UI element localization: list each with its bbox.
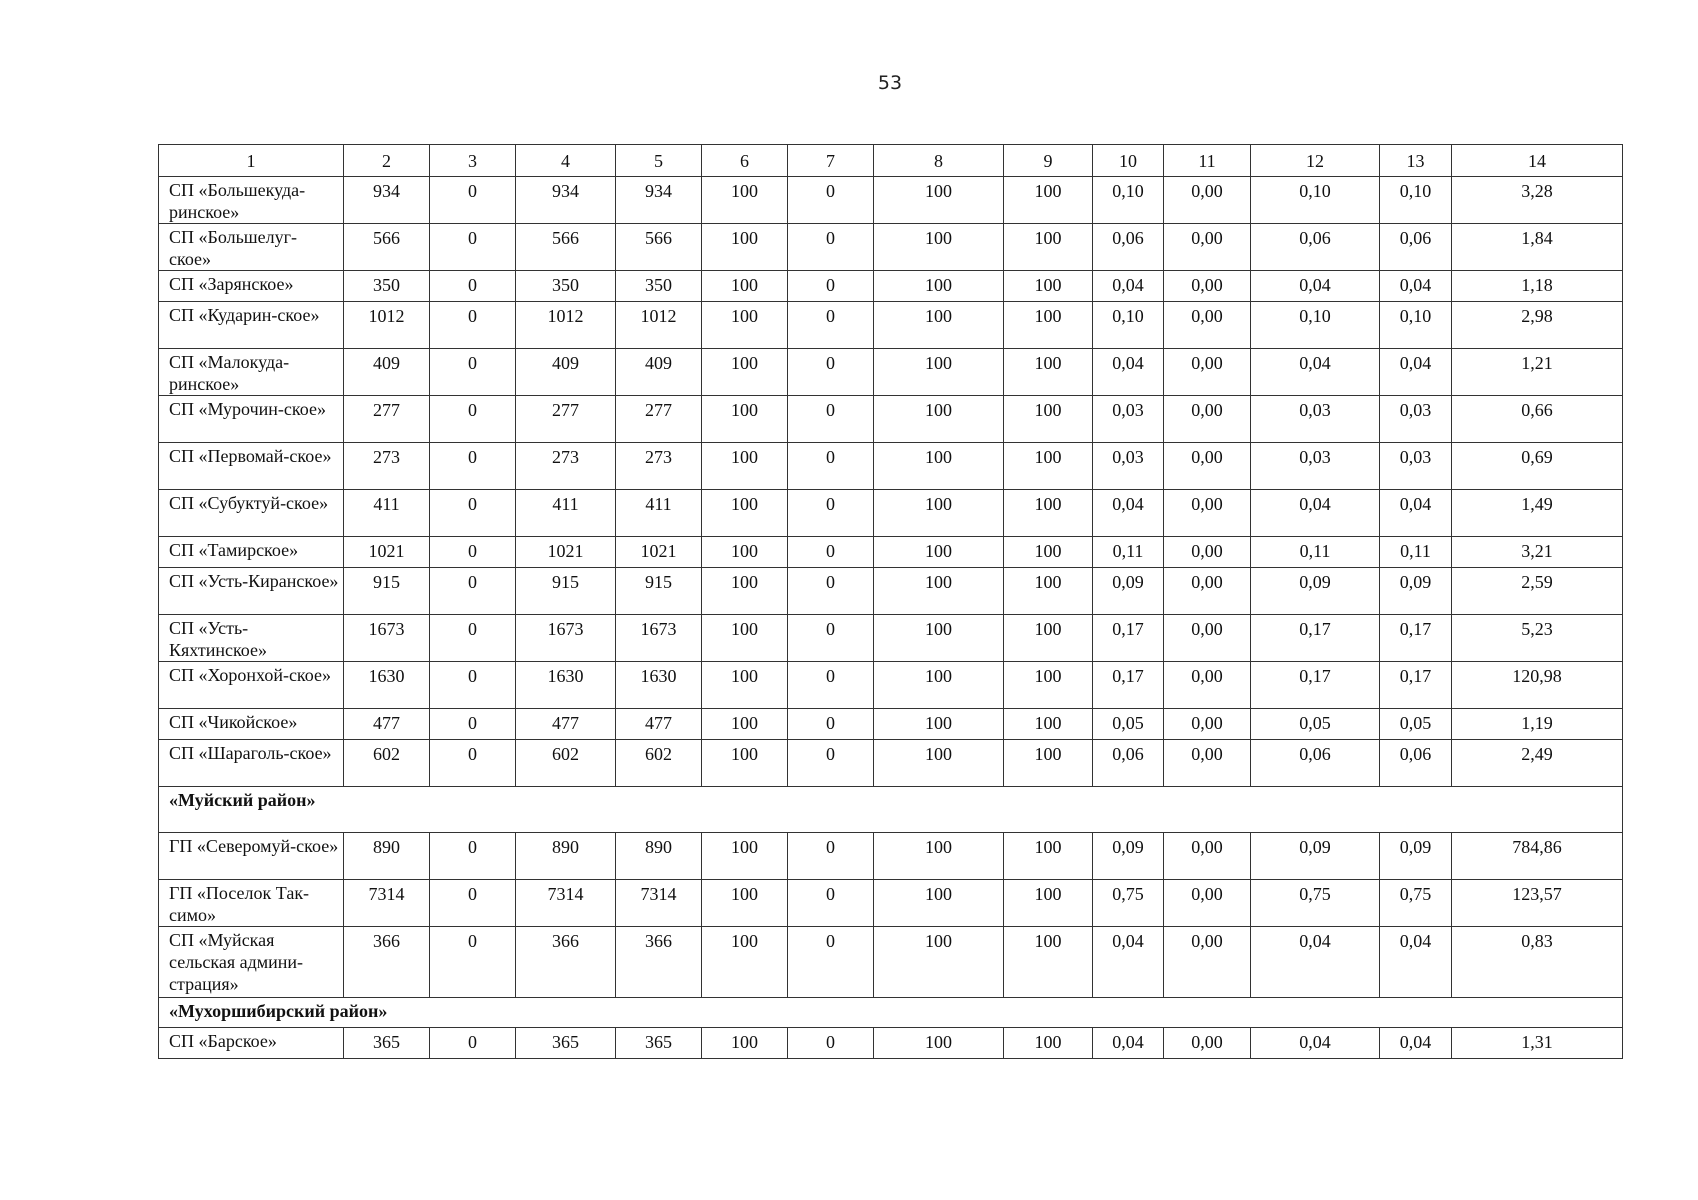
settlement-name-cell: СП «Большекуда-ринское» [159,177,344,224]
value-cell: 365 [616,1028,702,1059]
column-header: 10 [1093,145,1164,177]
value-cell: 0 [430,271,516,302]
value-cell: 0,04 [1093,490,1164,537]
column-header: 14 [1452,145,1623,177]
value-cell: 0,04 [1251,271,1380,302]
value-cell: 0,69 [1452,443,1623,490]
section-row [159,998,1623,1028]
value-cell: 0,05 [1093,709,1164,740]
value-cell: 566 [516,224,616,271]
value-cell: 123,57 [1452,880,1623,927]
value-cell: 100 [1004,443,1093,490]
column-header: 11 [1164,145,1251,177]
value-cell: 0,04 [1251,349,1380,396]
value-cell: 100 [1004,662,1093,709]
value-cell: 0 [430,927,516,998]
settlement-name-cell: ГП «Поселок Так-симо» [159,880,344,927]
value-cell: 0 [788,490,874,537]
value-cell: 1,84 [1452,224,1623,271]
table-row [159,537,1623,568]
value-cell: 100 [874,709,1004,740]
value-cell: 120,98 [1452,662,1623,709]
value-cell: 1,31 [1452,1028,1623,1059]
value-cell: 100 [702,1028,788,1059]
value-cell: 0 [788,302,874,349]
value-cell: 0,09 [1380,568,1452,615]
value-cell: 3,28 [1452,177,1623,224]
value-cell: 100 [1004,177,1093,224]
value-cell: 1012 [516,302,616,349]
value-cell: 100 [874,271,1004,302]
settlement-name-cell: СП «Барское» [159,1028,344,1059]
value-cell: 100 [874,615,1004,662]
value-cell: 0,04 [1093,349,1164,396]
value-cell: 277 [344,396,430,443]
settlement-name-cell: СП «Первомай-ское» [159,443,344,490]
value-cell: 0 [788,615,874,662]
value-cell: 890 [616,833,702,880]
settlement-name-cell: СП «Большелуг-ское» [159,224,344,271]
value-cell: 0,09 [1251,568,1380,615]
value-cell: 100 [874,880,1004,927]
value-cell: 0,04 [1251,1028,1380,1059]
value-cell: 0,03 [1251,443,1380,490]
value-cell: 100 [874,568,1004,615]
value-cell: 477 [616,709,702,740]
value-cell: 0,00 [1164,1028,1251,1059]
value-cell: 100 [1004,1028,1093,1059]
value-cell: 0 [430,1028,516,1059]
value-cell: 100 [874,177,1004,224]
value-cell: 100 [702,833,788,880]
settlement-name-cell: СП «Кударин-ское» [159,302,344,349]
value-cell: 100 [874,1028,1004,1059]
value-cell: 915 [344,568,430,615]
value-cell: 0,06 [1251,224,1380,271]
column-header: 8 [874,145,1004,177]
value-cell: 0 [430,833,516,880]
value-cell: 100 [1004,740,1093,787]
value-cell: 0,03 [1093,396,1164,443]
page-number: 53 [877,72,903,94]
value-cell: 0 [788,537,874,568]
value-cell: 100 [1004,349,1093,396]
value-cell: 0,00 [1164,927,1251,998]
value-cell: 0,00 [1164,568,1251,615]
settlement-name-cell: СП «Чикойское» [159,709,344,740]
column-header: 1 [159,145,344,177]
value-cell: 2,59 [1452,568,1623,615]
value-cell: 0,04 [1380,349,1452,396]
value-cell: 0,04 [1380,1028,1452,1059]
value-cell: 100 [874,927,1004,998]
value-cell: 100 [1004,927,1093,998]
value-cell: 0 [788,349,874,396]
value-cell: 0 [430,224,516,271]
value-cell: 100 [702,271,788,302]
value-cell: 0,00 [1164,302,1251,349]
value-cell: 0,05 [1251,709,1380,740]
value-cell: 411 [516,490,616,537]
value-cell: 0,10 [1251,177,1380,224]
value-cell: 934 [516,177,616,224]
column-header: 2 [344,145,430,177]
value-cell: 1021 [344,537,430,568]
value-cell: 0 [430,662,516,709]
value-cell: 0 [788,443,874,490]
value-cell: 100 [1004,396,1093,443]
value-cell: 100 [702,443,788,490]
value-cell: 100 [702,537,788,568]
value-cell: 365 [516,1028,616,1059]
value-cell: 0 [788,177,874,224]
value-cell: 0,66 [1452,396,1623,443]
value-cell: 0,06 [1251,740,1380,787]
value-cell: 890 [516,833,616,880]
value-cell: 1,19 [1452,709,1623,740]
data-table [158,144,1623,1059]
value-cell: 0,06 [1093,224,1164,271]
table-row [159,443,1623,490]
value-cell: 0,00 [1164,833,1251,880]
value-cell: 0,11 [1093,537,1164,568]
value-cell: 277 [516,396,616,443]
value-cell: 277 [616,396,702,443]
value-cell: 100 [702,927,788,998]
table-row [159,224,1623,271]
value-cell: 934 [616,177,702,224]
value-cell: 0 [430,490,516,537]
settlement-name-cell: СП «Муйская сельская админи-страция» [159,927,344,998]
value-cell: 1012 [344,302,430,349]
column-header: 7 [788,145,874,177]
value-cell: 0 [430,177,516,224]
table-row [159,349,1623,396]
value-cell: 0,17 [1251,615,1380,662]
value-cell: 0,09 [1093,833,1164,880]
value-cell: 366 [344,927,430,998]
value-cell: 0 [430,740,516,787]
value-cell: 0 [788,1028,874,1059]
settlement-name-cell: ГП «Северомуй-ское» [159,833,344,880]
table-row [159,740,1623,787]
value-cell: 1673 [516,615,616,662]
value-cell: 100 [1004,709,1093,740]
value-cell: 0,75 [1380,880,1452,927]
section-row [159,787,1623,833]
value-cell: 1021 [616,537,702,568]
value-cell: 0,09 [1251,833,1380,880]
value-cell: 477 [344,709,430,740]
value-cell: 100 [702,662,788,709]
column-header: 12 [1251,145,1380,177]
value-cell: 100 [702,568,788,615]
value-cell: 0,04 [1093,927,1164,998]
value-cell: 100 [702,709,788,740]
value-cell: 0,00 [1164,662,1251,709]
value-cell: 0 [430,302,516,349]
value-cell: 350 [344,271,430,302]
value-cell: 1673 [616,615,702,662]
value-cell: 100 [1004,537,1093,568]
value-cell: 0,00 [1164,224,1251,271]
value-cell: 0,00 [1164,709,1251,740]
value-cell: 409 [344,349,430,396]
value-cell: 0,03 [1251,396,1380,443]
column-header: 3 [430,145,516,177]
column-header: 9 [1004,145,1093,177]
value-cell: 0,11 [1251,537,1380,568]
value-cell: 7314 [616,880,702,927]
value-cell: 0,17 [1093,615,1164,662]
value-cell: 784,86 [1452,833,1623,880]
table-body [159,177,1623,1059]
value-cell: 100 [874,224,1004,271]
value-cell: 0,03 [1093,443,1164,490]
value-cell: 1,21 [1452,349,1623,396]
value-cell: 0,10 [1380,302,1452,349]
value-cell: 0,00 [1164,490,1251,537]
value-cell: 0,04 [1380,271,1452,302]
value-cell: 100 [874,740,1004,787]
value-cell: 100 [1004,615,1093,662]
value-cell: 100 [1004,224,1093,271]
table-row [159,662,1623,709]
settlement-name-cell: СП «Шараголь-ское» [159,740,344,787]
value-cell: 100 [702,302,788,349]
header-row [159,145,1623,177]
value-cell: 100 [702,396,788,443]
value-cell: 602 [616,740,702,787]
value-cell: 0,04 [1251,927,1380,998]
value-cell: 477 [516,709,616,740]
value-cell: 100 [702,880,788,927]
value-cell: 100 [1004,271,1093,302]
column-header: 5 [616,145,702,177]
value-cell: 5,23 [1452,615,1623,662]
value-cell: 602 [344,740,430,787]
column-header: 13 [1380,145,1452,177]
value-cell: 273 [344,443,430,490]
value-cell: 100 [702,349,788,396]
value-cell: 100 [874,833,1004,880]
value-cell: 0,03 [1380,443,1452,490]
value-cell: 100 [702,490,788,537]
value-cell: 100 [874,443,1004,490]
column-header: 6 [702,145,788,177]
value-cell: 100 [1004,302,1093,349]
value-cell: 2,98 [1452,302,1623,349]
section-title: «Муйский район» [159,787,1623,833]
value-cell: 100 [1004,490,1093,537]
value-cell: 350 [516,271,616,302]
value-cell: 100 [874,537,1004,568]
value-cell: 100 [1004,880,1093,927]
value-cell: 0 [430,880,516,927]
value-cell: 0 [788,396,874,443]
value-cell: 0,83 [1452,927,1623,998]
value-cell: 100 [702,740,788,787]
value-cell: 100 [1004,568,1093,615]
value-cell: 0 [430,615,516,662]
value-cell: 100 [702,615,788,662]
table-row [159,177,1623,224]
value-cell: 0,10 [1380,177,1452,224]
value-cell: 1630 [344,662,430,709]
value-cell: 0,04 [1380,927,1452,998]
value-cell: 100 [702,177,788,224]
value-cell: 0,17 [1251,662,1380,709]
value-cell: 0,00 [1164,271,1251,302]
settlement-name-cell: СП «Субуктуй-ское» [159,490,344,537]
value-cell: 0,00 [1164,177,1251,224]
value-cell: 100 [874,490,1004,537]
value-cell: 0 [788,927,874,998]
value-cell: 100 [874,396,1004,443]
value-cell: 915 [516,568,616,615]
value-cell: 915 [616,568,702,615]
value-cell: 566 [616,224,702,271]
value-cell: 0,09 [1380,833,1452,880]
value-cell: 890 [344,833,430,880]
table-row [159,302,1623,349]
value-cell: 1630 [616,662,702,709]
value-cell: 0,11 [1380,537,1452,568]
settlement-name-cell: СП «Усть-Киранское» [159,568,344,615]
settlement-name-cell: СП «Мурочин-ское» [159,396,344,443]
value-cell: 100 [874,302,1004,349]
value-cell: 0 [430,537,516,568]
value-cell: 273 [616,443,702,490]
value-cell: 934 [344,177,430,224]
value-cell: 1012 [616,302,702,349]
value-cell: 409 [616,349,702,396]
value-cell: 0,06 [1093,740,1164,787]
value-cell: 0 [788,709,874,740]
table-row [159,615,1623,662]
value-cell: 0,00 [1164,396,1251,443]
table-row [159,709,1623,740]
value-cell: 0 [430,568,516,615]
value-cell: 1673 [344,615,430,662]
value-cell: 0 [430,349,516,396]
value-cell: 100 [1004,833,1093,880]
value-cell: 0,00 [1164,615,1251,662]
value-cell: 366 [516,927,616,998]
value-cell: 350 [616,271,702,302]
table-row [159,396,1623,443]
table-row [159,1028,1623,1059]
value-cell: 100 [874,662,1004,709]
table-row [159,271,1623,302]
value-cell: 0 [430,709,516,740]
value-cell: 0,05 [1380,709,1452,740]
value-cell: 0,00 [1164,349,1251,396]
value-cell: 411 [344,490,430,537]
value-cell: 0,00 [1164,740,1251,787]
value-cell: 0,10 [1093,177,1164,224]
value-cell: 0 [788,662,874,709]
settlement-name-cell: СП «Зарянское» [159,271,344,302]
settlement-name-cell: СП «Тамирское» [159,537,344,568]
value-cell: 0,10 [1251,302,1380,349]
value-cell: 0,75 [1093,880,1164,927]
value-cell: 0,17 [1380,615,1452,662]
value-cell: 7314 [516,880,616,927]
value-cell: 0,06 [1380,224,1452,271]
settlement-name-cell: СП «Усть-Кяхтинское» [159,615,344,662]
value-cell: 411 [616,490,702,537]
value-cell: 0,00 [1164,880,1251,927]
value-cell: 1021 [516,537,616,568]
value-cell: 0 [788,833,874,880]
table-row [159,927,1623,998]
section-title: «Мухоршибирский район» [159,998,1623,1028]
value-cell: 100 [874,349,1004,396]
settlement-name-cell: СП «Хоронхой-ское» [159,662,344,709]
value-cell: 1,49 [1452,490,1623,537]
settlement-name-cell: СП «Малокуда-ринское» [159,349,344,396]
value-cell: 365 [344,1028,430,1059]
value-cell: 0,10 [1093,302,1164,349]
table-row [159,833,1623,880]
value-cell: 0,04 [1093,1028,1164,1059]
value-cell: 0 [788,271,874,302]
value-cell: 100 [702,224,788,271]
value-cell: 366 [616,927,702,998]
value-cell: 0 [430,443,516,490]
value-cell: 0,04 [1251,490,1380,537]
value-cell: 7314 [344,880,430,927]
table-row [159,880,1623,927]
value-cell: 0,09 [1093,568,1164,615]
value-cell: 0,17 [1093,662,1164,709]
value-cell: 273 [516,443,616,490]
value-cell: 0 [430,396,516,443]
table-row [159,490,1623,537]
table-row [159,568,1623,615]
column-header: 4 [516,145,616,177]
value-cell: 0,03 [1380,396,1452,443]
value-cell: 0 [788,740,874,787]
value-cell: 602 [516,740,616,787]
value-cell: 0,04 [1093,271,1164,302]
value-cell: 3,21 [1452,537,1623,568]
value-cell: 1,18 [1452,271,1623,302]
value-cell: 409 [516,349,616,396]
value-cell: 2,49 [1452,740,1623,787]
value-cell: 0 [788,224,874,271]
value-cell: 0,06 [1380,740,1452,787]
value-cell: 0,17 [1380,662,1452,709]
value-cell: 0,75 [1251,880,1380,927]
value-cell: 0,00 [1164,443,1251,490]
value-cell: 0,04 [1380,490,1452,537]
value-cell: 0 [788,880,874,927]
value-cell: 0 [788,568,874,615]
value-cell: 566 [344,224,430,271]
value-cell: 0,00 [1164,537,1251,568]
value-cell: 1630 [516,662,616,709]
